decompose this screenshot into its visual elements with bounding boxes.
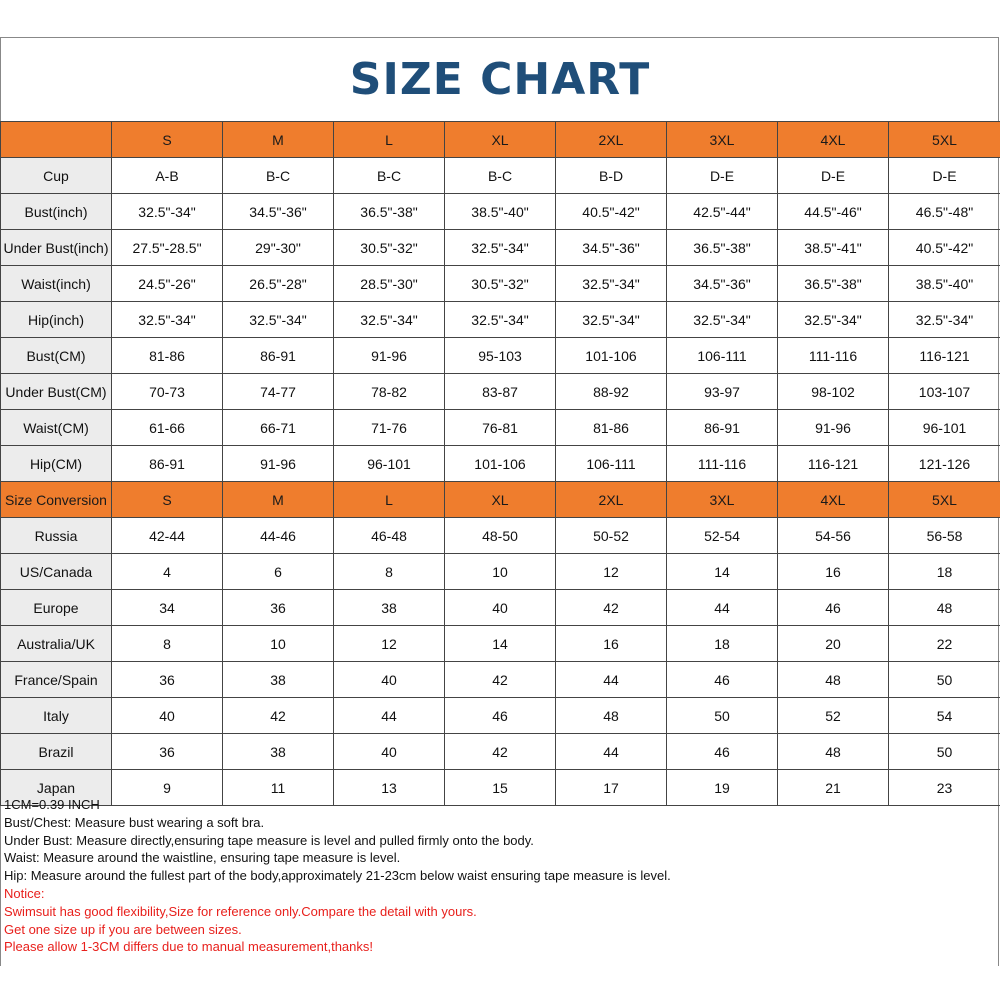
value-cell: D-E xyxy=(667,158,778,194)
row-label: Hip(inch) xyxy=(1,302,112,338)
header-label-cell xyxy=(1,122,112,158)
value-cell: 121-126 xyxy=(889,446,1000,482)
value-cell: 40 xyxy=(445,590,556,626)
value-cell: 48 xyxy=(889,590,1000,626)
conversion-row xyxy=(1,662,1000,698)
value-cell: 116-121 xyxy=(889,338,1000,374)
notice-line: Notice: xyxy=(4,885,45,901)
value-cell: 12 xyxy=(334,626,445,662)
conversion-row xyxy=(1,590,1000,626)
size-header-cell: XL xyxy=(445,482,556,518)
value-cell: 46-48 xyxy=(334,518,445,554)
value-cell: 40.5"-42" xyxy=(556,194,667,230)
value-cell: 11 xyxy=(223,770,334,806)
value-cell: 16 xyxy=(778,554,889,590)
conversion-row xyxy=(1,626,1000,662)
size-header-row xyxy=(1,122,1000,158)
value-cell: 34.5"-36" xyxy=(667,266,778,302)
row-label: Australia/UK xyxy=(1,626,112,662)
row-label: Under Bust(inch) xyxy=(1,230,112,266)
measurement-row xyxy=(1,158,1000,194)
size-header-cell: 4XL xyxy=(778,482,889,518)
value-cell: 50 xyxy=(889,662,1000,698)
value-cell: 46 xyxy=(778,590,889,626)
row-label: Japan xyxy=(1,770,112,806)
value-cell: 93-97 xyxy=(667,374,778,410)
notice-line: Swimsuit has good flexibility,Size for reference only.Compare the detail with yours. xyxy=(4,903,477,919)
value-cell: 103-107 xyxy=(889,374,1000,410)
value-cell: 42 xyxy=(223,698,334,734)
value-cell: 81-86 xyxy=(112,338,223,374)
value-cell: 13 xyxy=(334,770,445,806)
value-cell: 30.5"-32" xyxy=(334,230,445,266)
value-cell: 6 xyxy=(223,554,334,590)
value-cell: 46 xyxy=(445,698,556,734)
value-cell: 20 xyxy=(778,626,889,662)
conversion-row xyxy=(1,518,1000,554)
value-cell: 50-52 xyxy=(556,518,667,554)
measurement-row xyxy=(1,446,1000,482)
value-cell: 42-44 xyxy=(112,518,223,554)
note-line: 1CM=0.39 INCH xyxy=(4,797,100,812)
row-label: US/Canada xyxy=(1,554,112,590)
value-cell: 36 xyxy=(112,734,223,770)
value-cell: D-E xyxy=(778,158,889,194)
size-header-cell: S xyxy=(112,482,223,518)
value-cell: 18 xyxy=(889,554,1000,590)
value-cell: 91-96 xyxy=(778,410,889,446)
value-cell: B-C xyxy=(334,158,445,194)
value-cell: 111-116 xyxy=(667,446,778,482)
row-label: Russia xyxy=(1,518,112,554)
size-header-cell: 5XL xyxy=(889,122,1000,158)
value-cell: 34 xyxy=(112,590,223,626)
value-cell: 42.5"-44" xyxy=(667,194,778,230)
value-cell: 23 xyxy=(889,770,1000,806)
measurement-row xyxy=(1,302,1000,338)
size-header-cell: 4XL xyxy=(778,122,889,158)
value-cell: 48 xyxy=(556,698,667,734)
value-cell: 44 xyxy=(556,662,667,698)
value-cell: 54-56 xyxy=(778,518,889,554)
value-cell: 101-106 xyxy=(445,446,556,482)
value-cell: 15 xyxy=(445,770,556,806)
value-cell: 48 xyxy=(778,734,889,770)
value-cell: 44.5"-46" xyxy=(778,194,889,230)
value-cell: 32.5"-34" xyxy=(778,302,889,338)
value-cell: 81-86 xyxy=(556,410,667,446)
value-cell: 44-46 xyxy=(223,518,334,554)
value-cell: 36.5"-38" xyxy=(667,230,778,266)
value-cell: 61-66 xyxy=(112,410,223,446)
value-cell: 29"-30" xyxy=(223,230,334,266)
value-cell: A-B xyxy=(112,158,223,194)
value-cell: 42 xyxy=(556,590,667,626)
page-title: SIZE CHART xyxy=(349,53,651,105)
value-cell: 46.5"-48" xyxy=(889,194,1000,230)
value-cell: D-E xyxy=(889,158,1000,194)
conversion-row xyxy=(1,554,1000,590)
value-cell: 4 xyxy=(112,554,223,590)
size-header-cell: XL xyxy=(445,122,556,158)
value-cell: 34.5"-36" xyxy=(223,194,334,230)
value-cell: 14 xyxy=(445,626,556,662)
value-cell: 38.5"-40" xyxy=(889,266,1000,302)
value-cell: 32.5"-34" xyxy=(112,302,223,338)
value-cell: 26.5"-28" xyxy=(223,266,334,302)
value-cell: 42 xyxy=(445,734,556,770)
value-cell: 54 xyxy=(889,698,1000,734)
value-cell: 40 xyxy=(112,698,223,734)
row-label: Waist(inch) xyxy=(1,266,112,302)
size-table xyxy=(0,121,1000,806)
value-cell: 48-50 xyxy=(445,518,556,554)
row-label: Bust(inch) xyxy=(1,194,112,230)
measurement-row xyxy=(1,194,1000,230)
value-cell: 30.5"-32" xyxy=(445,266,556,302)
value-cell: 44 xyxy=(556,734,667,770)
measurement-row xyxy=(1,230,1000,266)
row-label: France/Spain xyxy=(1,662,112,698)
value-cell: 18 xyxy=(667,626,778,662)
value-cell: 66-71 xyxy=(223,410,334,446)
value-cell: 32.5"-34" xyxy=(334,302,445,338)
value-cell: 71-76 xyxy=(334,410,445,446)
value-cell: 74-77 xyxy=(223,374,334,410)
note-line: Under Bust: Measure directly,ensuring tape measure is level and pulled firmly onto the body. xyxy=(4,832,534,848)
row-label: Bust(CM) xyxy=(1,338,112,374)
note-line: Hip: Measure around the fullest part of the body,approximately 21-23cm below waist ensuring tape measure is level. xyxy=(4,868,671,884)
size-header-cell: M xyxy=(223,122,334,158)
measurement-notes xyxy=(4,796,994,956)
value-cell: 24.5"-26" xyxy=(112,266,223,302)
value-cell: 38.5"-41" xyxy=(778,230,889,266)
value-cell: B-D xyxy=(556,158,667,194)
value-cell: 36.5"-38" xyxy=(334,194,445,230)
size-header-cell: 2XL xyxy=(556,122,667,158)
size-header-cell: 5XL xyxy=(889,482,1000,518)
value-cell: 14 xyxy=(667,554,778,590)
row-label: Europe xyxy=(1,590,112,626)
value-cell: 32.5"-34" xyxy=(223,302,334,338)
value-cell: 91-96 xyxy=(334,338,445,374)
value-cell: 40 xyxy=(334,662,445,698)
value-cell: 19 xyxy=(667,770,778,806)
row-label: Cup xyxy=(1,158,112,194)
value-cell: 46 xyxy=(667,662,778,698)
value-cell: 38.5"-40" xyxy=(445,194,556,230)
value-cell: 12 xyxy=(556,554,667,590)
row-label: Hip(CM) xyxy=(1,446,112,482)
value-cell: 88-92 xyxy=(556,374,667,410)
value-cell: 44 xyxy=(667,590,778,626)
value-cell: 28.5"-30" xyxy=(334,266,445,302)
value-cell: 56-58 xyxy=(889,518,1000,554)
value-cell: 40.5"-42" xyxy=(889,230,1000,266)
value-cell: 27.5"-28.5" xyxy=(112,230,223,266)
value-cell: 36 xyxy=(223,590,334,626)
value-cell: 86-91 xyxy=(223,338,334,374)
value-cell: 106-111 xyxy=(556,446,667,482)
measurement-row xyxy=(1,374,1000,410)
value-cell: 111-116 xyxy=(778,338,889,374)
value-cell: 17 xyxy=(556,770,667,806)
conversion-row xyxy=(1,698,1000,734)
row-label: Under Bust(CM) xyxy=(1,374,112,410)
value-cell: 96-101 xyxy=(889,410,1000,446)
value-cell: 78-82 xyxy=(334,374,445,410)
value-cell: B-C xyxy=(445,158,556,194)
conversion-row xyxy=(1,734,1000,770)
value-cell: 86-91 xyxy=(112,446,223,482)
note-line: Waist: Measure around the waistline, ensuring tape measure is level. xyxy=(4,850,401,866)
conversion-header-row xyxy=(1,482,1000,518)
value-cell: 44 xyxy=(334,698,445,734)
value-cell: 40 xyxy=(334,734,445,770)
value-cell: 96-101 xyxy=(334,446,445,482)
value-cell: 101-106 xyxy=(556,338,667,374)
value-cell: 38 xyxy=(334,590,445,626)
value-cell: 9 xyxy=(112,770,223,806)
measurement-row xyxy=(1,410,1000,446)
value-cell: 8 xyxy=(112,626,223,662)
measurement-row xyxy=(1,338,1000,374)
value-cell: 38 xyxy=(223,734,334,770)
value-cell: 52 xyxy=(778,698,889,734)
header-label-cell: Size Conversion xyxy=(1,482,112,518)
value-cell: 106-111 xyxy=(667,338,778,374)
value-cell: 83-87 xyxy=(445,374,556,410)
value-cell: 32.5"-34" xyxy=(445,302,556,338)
row-label: Brazil xyxy=(1,734,112,770)
value-cell: 48 xyxy=(778,662,889,698)
size-header-cell: 2XL xyxy=(556,482,667,518)
value-cell: 32.5"-34" xyxy=(112,194,223,230)
notice-line: Please allow 1-3CM differs due to manual measurement,thanks! xyxy=(4,939,374,955)
value-cell: 50 xyxy=(889,734,1000,770)
value-cell: 38 xyxy=(223,662,334,698)
value-cell: 46 xyxy=(667,734,778,770)
notice-line: Get one size up if you are between sizes. xyxy=(4,921,242,937)
value-cell: 76-81 xyxy=(445,410,556,446)
value-cell: 32.5"-34" xyxy=(889,302,1000,338)
value-cell: 36 xyxy=(112,662,223,698)
size-header-cell: L xyxy=(334,122,445,158)
value-cell: 16 xyxy=(556,626,667,662)
value-cell: 32.5"-34" xyxy=(445,230,556,266)
value-cell: 52-54 xyxy=(667,518,778,554)
size-header-cell: S xyxy=(112,122,223,158)
value-cell: 21 xyxy=(778,770,889,806)
size-header-cell: M xyxy=(223,482,334,518)
value-cell: 86-91 xyxy=(667,410,778,446)
value-cell: 34.5"-36" xyxy=(556,230,667,266)
value-cell: 42 xyxy=(445,662,556,698)
note-line: Bust/Chest: Measure bust wearing a soft bra. xyxy=(4,814,265,830)
size-header-cell: L xyxy=(334,482,445,518)
value-cell: 36.5"-38" xyxy=(778,266,889,302)
row-label: Italy xyxy=(1,698,112,734)
value-cell: 32.5"-34" xyxy=(556,266,667,302)
value-cell: 91-96 xyxy=(223,446,334,482)
value-cell: 116-121 xyxy=(778,446,889,482)
measurement-row xyxy=(1,266,1000,302)
value-cell: 32.5"-34" xyxy=(667,302,778,338)
value-cell: 8 xyxy=(334,554,445,590)
value-cell: B-C xyxy=(223,158,334,194)
value-cell: 10 xyxy=(445,554,556,590)
size-header-cell: 3XL xyxy=(667,122,778,158)
size-header-cell: 3XL xyxy=(667,482,778,518)
row-label: Waist(CM) xyxy=(1,410,112,446)
value-cell: 50 xyxy=(667,698,778,734)
value-cell: 98-102 xyxy=(778,374,889,410)
value-cell: 32.5"-34" xyxy=(556,302,667,338)
value-cell: 70-73 xyxy=(112,374,223,410)
value-cell: 10 xyxy=(223,626,334,662)
value-cell: 22 xyxy=(889,626,1000,662)
value-cell: 95-103 xyxy=(445,338,556,374)
